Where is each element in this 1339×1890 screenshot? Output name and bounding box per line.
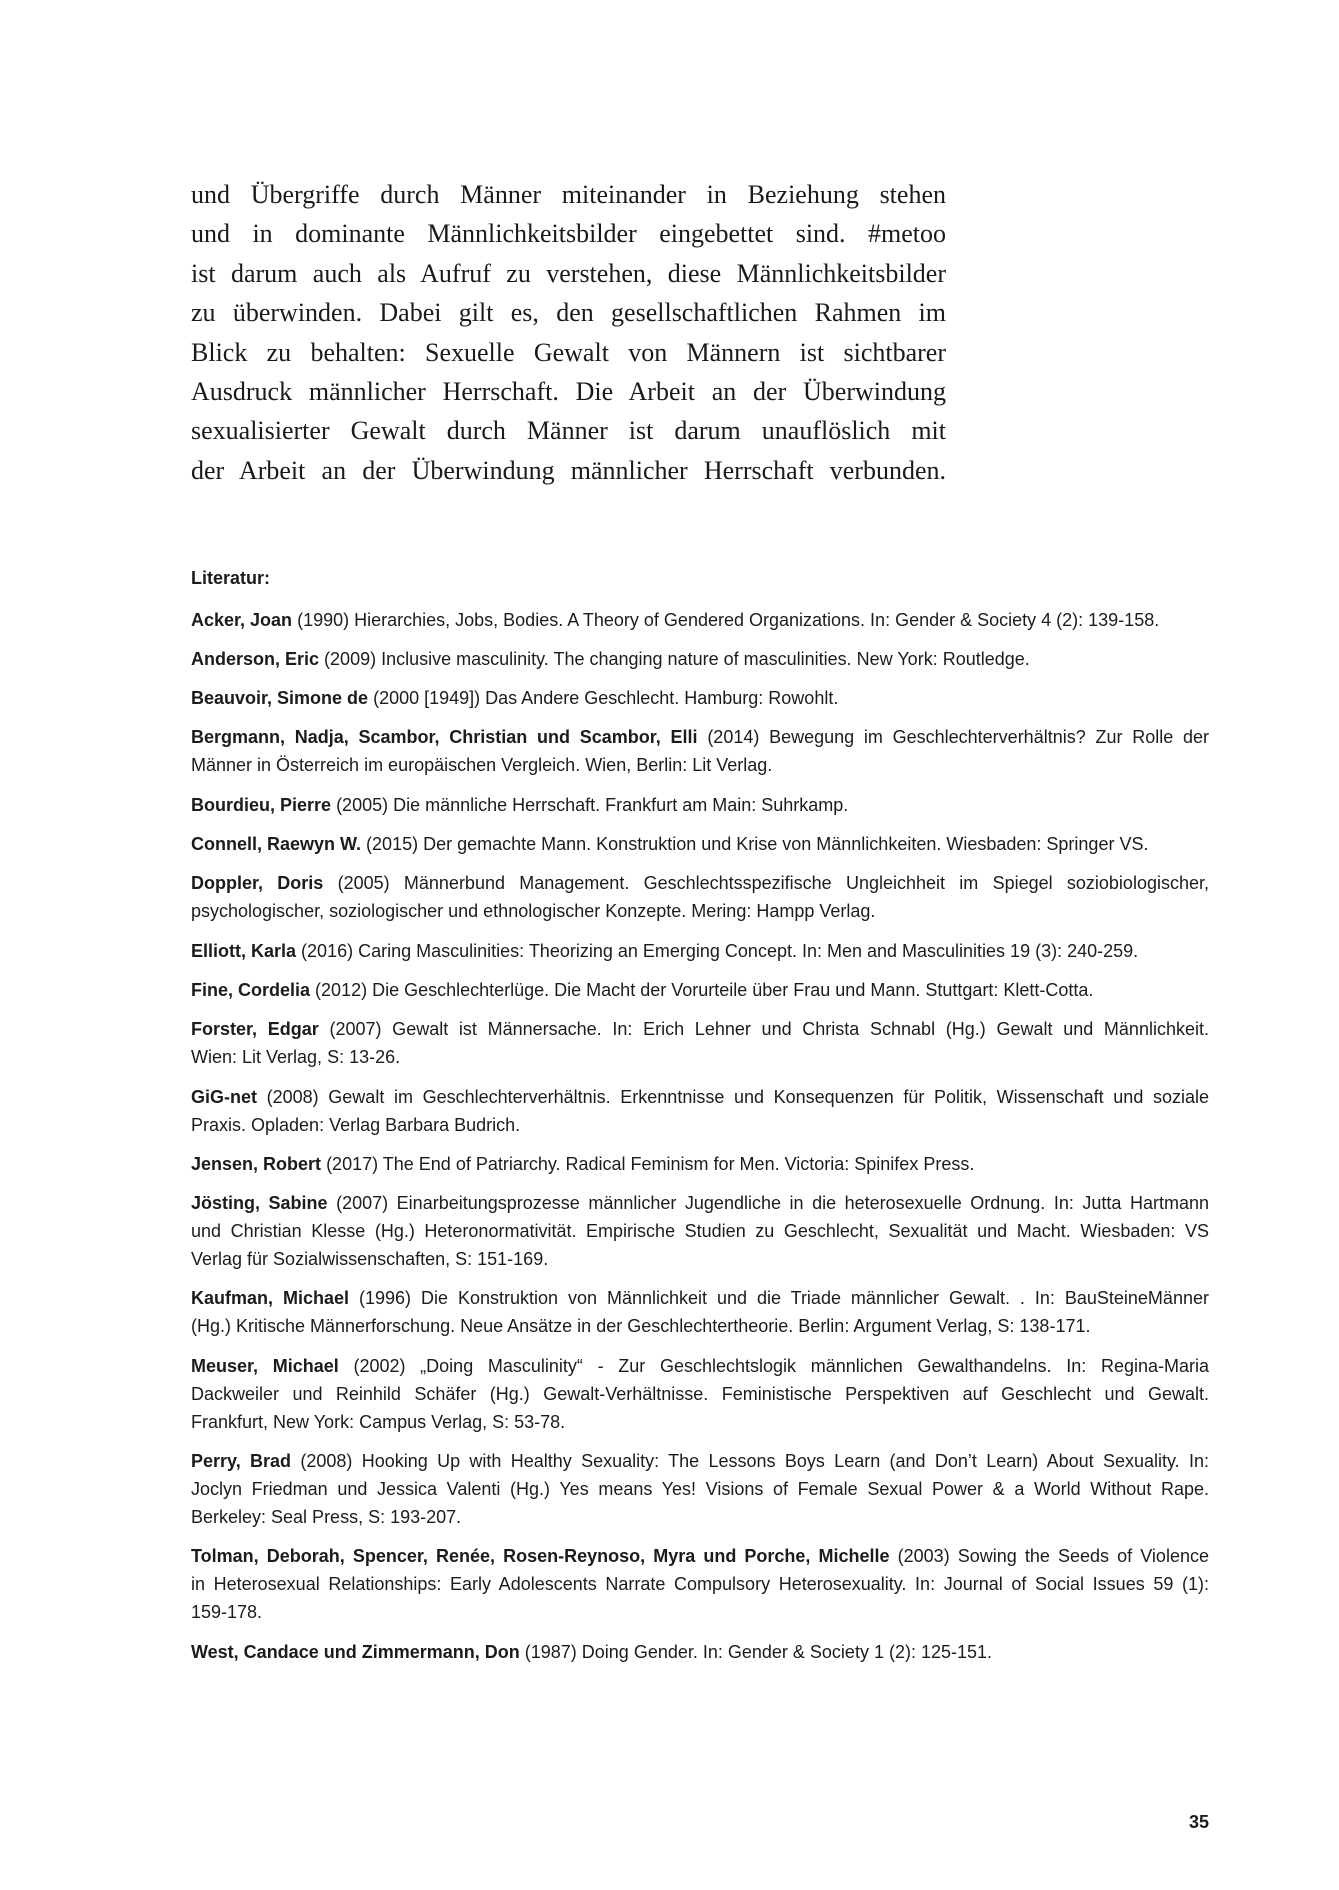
reference-text: (2015) Der gemachte Mann. Konstruktion und Krise von Männlichkeiten. Wiesbaden: Springer VS. <box>366 834 1149 855</box>
reference-author: Kaufman, Michael <box>191 1288 349 1309</box>
reference-line <box>191 791 1209 819</box>
reference-author: Perry, Brad <box>191 1451 292 1472</box>
body-line: der Arbeit an der Überwindung männlicher Herrschaft verbunden. <box>191 455 946 485</box>
reference-entry <box>191 1150 1209 1178</box>
reference-author: Tolman, Deborah, Spencer, Renée, Rosen-Reynoso, Myra und Porche, Michelle <box>191 1546 890 1567</box>
reference-line: in Heterosexual Relationships: Early Adolescents Narrate Compulsory Heterosexuality. In: Journal of Social Issues 59 (1): <box>191 1574 1209 1595</box>
reference-author: Elliott, Karla <box>191 940 297 961</box>
reference-author: Fine, Cordelia <box>191 979 311 1000</box>
reference-line: Berkeley: Seal Press, S: 193-207. <box>191 1507 462 1528</box>
reference-author: Bourdieu, Pierre <box>191 794 332 815</box>
reference-line: und Christian Klesse (Hg.) Heteronormativität. Empirische Studien zu Geschlecht, Sexualität und Macht. Wiesbaden: VS <box>191 1221 1209 1242</box>
reference-entry <box>191 791 1209 819</box>
body-line: sexualisierter Gewalt durch Männer ist darum unauflöslich mit <box>191 416 946 446</box>
reference-line <box>191 976 1209 1004</box>
reference-text: (1987) Doing Gender. In: Gender & Society 1 (2): 125-151. <box>524 1641 993 1662</box>
references-list <box>191 606 1209 1677</box>
reference-line: Frankfurt, New York: Campus Verlag, S: 53-78. <box>191 1411 566 1432</box>
reference-text: (2005) Männerbund Management. Geschlechtsspezifische Ungleichheit im Spiegel soziobiologischer, <box>337 873 1209 894</box>
reference-author: Forster, Edgar <box>191 1019 319 1040</box>
reference-entry <box>191 606 1209 634</box>
reference-text: (2008) Gewalt im Geschlechterverhältnis. Erkenntnisse und Konsequenzen für Politik, Wissenschaft und soziale <box>266 1086 1209 1107</box>
reference-text: (2014) Bewegung im Geschlechterverhältnis? Zur Rolle der <box>707 727 1209 748</box>
reference-text: (2008) Hooking Up with Healthy Sexuality: The Lessons Boys Learn (and Don’t Learn) About Sexuality. In: <box>300 1451 1209 1472</box>
reference-line: Männer in Österreich im europäischen Vergleich. Wien, Berlin: Lit Verlag. <box>191 755 773 776</box>
reference-text: (2002) „Doing Masculinity“ - Zur Geschlechtslogik männlichen Gewalthandelns. In: Regina-Maria <box>353 1355 1209 1376</box>
reference-entry <box>191 1015 1209 1071</box>
reference-text: (2016) Caring Masculinities: Theorizing an Emerging Concept. In: Men and Masculinities 19 (3): 240-259. <box>301 940 1139 961</box>
reference-entry <box>191 684 1209 712</box>
reference-line <box>191 869 1209 897</box>
reference-entry <box>191 645 1209 673</box>
reference-text: (2012) Die Geschlechterlüge. Die Macht der Vorurteile über Frau und Mann. Stuttgart: Klett-Cotta. <box>315 979 1094 1000</box>
reference-text: (1990) Hierarchies, Jobs, Bodies. A Theory of Gendered Organizations. In: Gender & Society 4 (2): 139-158. <box>297 609 1160 630</box>
reference-line: Verlag für Sozialwissenschaften, S: 151-169. <box>191 1249 549 1270</box>
reference-line <box>191 1447 1209 1475</box>
body-line: und Übergriffe durch Männer miteinander in Beziehung stehen <box>191 180 946 209</box>
reference-line <box>191 645 1209 673</box>
reference-text: (2009) Inclusive masculinity. The changing nature of masculinities. New York: Routledge. <box>324 648 1030 669</box>
body-line: ist darum auch als Aufruf zu verstehen, diese Männlichkeitsbilder <box>191 258 946 288</box>
reference-author: GiG-net <box>191 1086 257 1107</box>
reference-author: Jösting, Sabine <box>191 1193 328 1214</box>
reference-line <box>191 1352 1209 1380</box>
reference-line: Praxis. Opladen: Verlag Barbara Budrich. <box>191 1114 521 1135</box>
reference-line <box>191 1284 1209 1312</box>
reference-line: Dackweiler und Reinhild Schäfer (Hg.) Gewalt-Verhältnisse. Feministische Perspektiven auf Geschlecht und Gewalt. <box>191 1383 1209 1404</box>
reference-entry <box>191 1189 1209 1273</box>
reference-text: (2005) Die männliche Herrschaft. Frankfurt am Main: Suhrkamp. <box>336 794 849 815</box>
reference-author: Anderson, Eric <box>191 648 320 669</box>
reference-entry <box>191 1447 1209 1531</box>
reference-text: (2017) The End of Patriarchy. Radical Feminism for Men. Victoria: Spinifex Press. <box>326 1153 975 1174</box>
reference-author: Acker, Joan <box>191 609 293 630</box>
reference-line <box>191 937 1209 965</box>
reference-line: psychologischer, soziologischer und ethnologischer Konzepte. Mering: Hampp Verlag. <box>191 901 876 922</box>
reference-author: Beauvoir, Simone de <box>191 688 369 709</box>
body-line: Blick zu behalten: Sexuelle Gewalt von Männern ist sichtbarer <box>191 337 946 367</box>
reference-line <box>191 1150 1209 1178</box>
reference-line <box>191 1083 1209 1111</box>
body-paragraph <box>191 175 946 490</box>
reference-entry <box>191 1352 1209 1436</box>
reference-entry <box>191 1083 1209 1139</box>
body-line: und in dominante Männlichkeitsbilder eingebettet sind. #metoo <box>191 219 946 249</box>
reference-author: Jensen, Robert <box>191 1153 322 1174</box>
reference-text: (2007) Einarbeitungsprozesse männlicher Jugendliche in die heterosexuelle Ordnung. In: Jutta Hartmann <box>336 1193 1209 1214</box>
reference-text: (2003) Sowing the Seeds of Violence <box>897 1546 1209 1567</box>
reference-text: (2000 [1949]) Das Andere Geschlecht. Hamburg: Rowohlt. <box>373 688 839 709</box>
reference-line <box>191 723 1209 751</box>
reference-entry <box>191 1542 1209 1626</box>
reference-entry <box>191 869 1209 925</box>
reference-entry <box>191 937 1209 965</box>
reference-line: Wien: Lit Verlag, S: 13-26. <box>191 1047 401 1068</box>
reference-author: Meuser, Michael <box>191 1355 339 1376</box>
reference-entry <box>191 1284 1209 1340</box>
reference-line <box>191 684 1209 712</box>
reference-author: Doppler, Doris <box>191 873 324 894</box>
page-number: 35 <box>1188 1812 1209 1832</box>
reference-line <box>191 1542 1209 1570</box>
reference-line <box>191 606 1209 634</box>
reference-author: Connell, Raewyn W. <box>191 834 362 855</box>
reference-text: (1996) Die Konstruktion von Männlichkeit und die Triade männlicher Gewalt. . In: BauSteineMänner <box>358 1288 1209 1309</box>
reference-line <box>191 1189 1209 1217</box>
references-heading: Literatur: <box>191 568 271 588</box>
body-line: Ausdruck männlicher Herrschaft. Die Arbeit an der Überwindung <box>191 377 946 407</box>
reference-line <box>191 1638 1209 1666</box>
reference-author: West, Candace und Zimmermann, Don <box>191 1641 520 1662</box>
reference-entry <box>191 723 1209 779</box>
reference-entry <box>191 976 1209 1004</box>
reference-line <box>191 830 1209 858</box>
reference-entry <box>191 830 1209 858</box>
reference-line <box>191 1015 1209 1043</box>
reference-line: (Hg.) Kritische Männerforschung. Neue Ansätze in der Geschlechtertheorie. Berlin: Argument Verlag, S: 138-171. <box>191 1316 1091 1337</box>
reference-line: Joclyn Friedman und Jessica Valenti (Hg.) Yes means Yes! Visions of Female Sexual Power & a World Without Rape. <box>191 1479 1209 1500</box>
reference-text: (2007) Gewalt ist Männersache. In: Erich Lehner und Christa Schnabl (Hg.) Gewalt und Männlichkeit. <box>329 1019 1209 1040</box>
reference-entry <box>191 1638 1209 1666</box>
reference-author: Bergmann, Nadja, Scambor, Christian und Scambor, Elli <box>191 727 698 748</box>
reference-line: 159-178. <box>191 1602 263 1623</box>
body-line: zu überwinden. Dabei gilt es, den gesellschaftlichen Rahmen im <box>191 298 946 328</box>
